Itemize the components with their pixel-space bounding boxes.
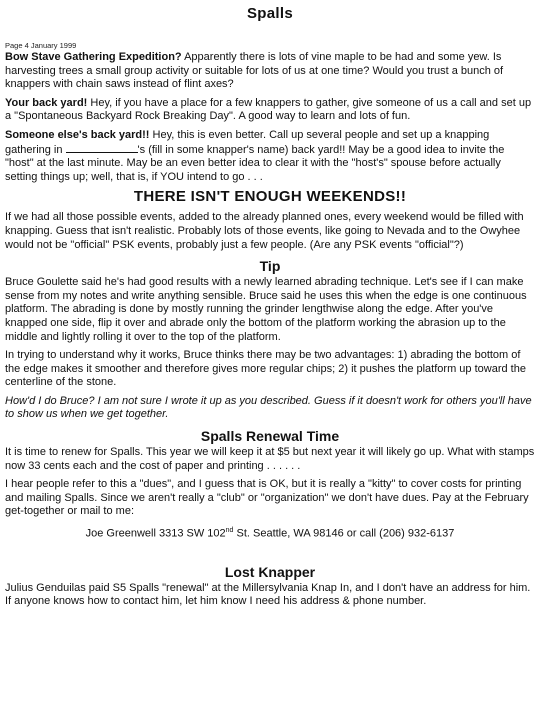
- tip-heading: Tip: [259, 258, 281, 275]
- contact-ordinal: nd: [225, 527, 234, 535]
- back-yard-body: Hey, if you have a place for a few knappers to gather, give someone of us a call and set up a "Spontaneous Backyard Rock Breaking Day". A good way to learn and lots of fun.: [5, 96, 532, 123]
- tip-paragraph-3: How'd I do Bruce? I am not sure I wrote it up as you described. Guess if it doesn't work for others you'll have to show us when we get together.: [5, 394, 532, 421]
- back-yard-title: Your back yard!: [5, 96, 88, 109]
- weekends-paragraph: If we had all those possible events, added to the already planned ones, every weekend would be filled with knapping. Guess that isn't realistic. Probably lots of those events, like going to Nevada and to the Owyhee would not be "official" PSK events, probably just a few people. (Are any PSK events "official"?): [5, 211, 524, 251]
- contact-line: [5, 527, 535, 540]
- back-yard-paragraph: [5, 97, 535, 124]
- renewal-heading: Spalls Renewal Time: [200, 428, 340, 445]
- bow-stave-paragraph: [5, 51, 535, 92]
- tip-paragraph-2: In trying to understand why it works, Bruce thinks there may be two advantages: 1) abrading the bottom of the edge makes it smoother and therefore gives more regular chips; 2) it pushes the platform up toward the centerline of the stone.: [5, 349, 526, 389]
- else-yard-title: Someone else's back yard!!: [5, 128, 150, 141]
- lost-knapper-paragraph: Julius Genduilas paid S5 Spalls "renewal" at the Millersylvania Knap In, and I don't have an address for him. If anyone knows how to contact him, let him know I need his address & phone number.: [5, 581, 531, 608]
- page-meta: Page 4 January 1999: [5, 41, 77, 50]
- else-yard-paragraph: [5, 129, 535, 184]
- contact-city-phone: St. Seattle, WA 98146 or call (206) 932-6137: [233, 527, 455, 540]
- bow-stave-body: Apparently there is lots of vine maple to be had and some yew. Is harvesting trees a small group activity or suitable for lots of us at one time? Would you trust a bunch of knappers with chain saws instead of flint axes?: [5, 51, 504, 91]
- renewal-paragraph-2: I hear people refer to this a "dues", and I guess that is OK, but it is really a "kitty" to cover costs for printing and mailing Spalls. Since we aren't really a "club" or "organization" we don't have dues. Pay at the February get-together or mail to me:: [5, 478, 529, 518]
- fill-in-blank: [66, 143, 138, 153]
- else-yard-body-b: 's (fill in some knapper's name) back yard!! May be a good idea to invite the "host" at the last minute. May be an even better idea to clear it with the "host's" spouse before actually setting things up; well, that is, if YOU intend to go . . .: [5, 143, 505, 183]
- weekends-banner: THERE ISN'T ENOUGH WEEKENDS!!: [133, 188, 407, 206]
- else-yard-body-a: Hey, this is even better. Call up several people and set up a knapping gathering in: [5, 128, 490, 156]
- masthead: Spalls: [247, 5, 293, 22]
- bow-stave-title: Bow Stave Gathering Expedition?: [5, 51, 182, 63]
- contact-name-street: Joe Greenwell 3313 SW 102: [85, 527, 226, 540]
- lost-knapper-heading: Lost Knapper: [224, 563, 316, 580]
- tip-paragraph-1: Bruce Goulette said he's had good results with a newly learned abrading technique. Let's see if I can make sense from my notes and write anything sensible. Bruce said he uses this when the edge is one continuous platform. The abrading is done by mostly running the grinder lengthwise along the edge. After you've knapped one side, flip it over and abrade only the bottom of the platform working the abrasion up to the middle and lightly rolling it over to the top of the platform.: [5, 276, 527, 343]
- renewal-paragraph-1: It is time to renew for Spalls. This year we will keep it at $5 but next year it will likely go up. What with stamps now 33 cents each and the cost of paper and printing . . . . . .: [5, 446, 535, 472]
